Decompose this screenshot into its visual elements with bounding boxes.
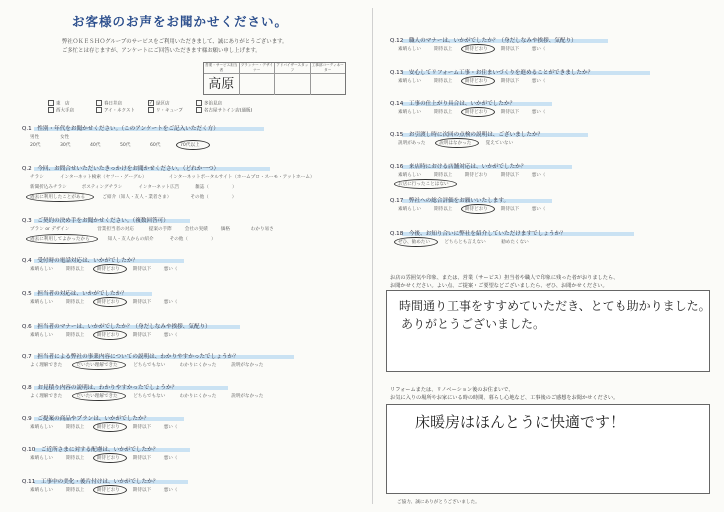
staff-header-coordinator: 工事部コーディネーター [311, 63, 344, 72]
answer-option[interactable]: 悪い（ [163, 488, 178, 493]
answer-option[interactable]: 60代 [150, 143, 161, 148]
staff-header-sales: 営業・サービス担当者 [204, 63, 240, 73]
answer-option[interactable]: 素晴らしい [30, 488, 53, 493]
answer-option[interactable]: よく理解できた [30, 363, 63, 368]
question-text: Q.16 来店時における店舗対応は、いかがでしたか？ [390, 164, 527, 170]
answer-option[interactable]: 30代 [60, 143, 71, 148]
answer-option[interactable]: 悪い（ [531, 207, 546, 212]
office-check-8[interactable]: 名古屋サトイン店(通販) [196, 107, 252, 114]
answer-option[interactable]: 素晴らしい [30, 456, 53, 461]
comment1-label-1: お店の雰囲気や印象、または、営業（サービス）担当者や職人で印象に残った者がおりましたら、 [390, 275, 619, 281]
staff-header-planner: プランナー・デザイナー [240, 63, 276, 73]
answer-option[interactable]: ポスティングチラシ [81, 185, 123, 190]
question-text: Q.6 担当者のマナーは、いかがでしたか？（身だしなみや挨拶、気配り） [22, 324, 211, 330]
answer-option[interactable]: どちらとも言えない [444, 240, 486, 245]
comment2-box[interactable] [386, 404, 710, 494]
hand-drawn-circle [93, 422, 127, 432]
answer-option[interactable]: 素晴らしい [398, 110, 421, 115]
hand-drawn-circle [26, 192, 94, 202]
answer-option[interactable]: 期待どおり [96, 456, 120, 461]
staff-header-advisor: アドバイザースタッフ [275, 63, 311, 73]
hand-drawn-circle [72, 391, 125, 401]
question-text: Q.18 今後、お知り合いに弊社を紹介していただけますでしょうか？ [390, 231, 566, 237]
answer-option[interactable]: 期待以上 [434, 207, 453, 212]
answer-option[interactable]: ぜひ、勧めたい [398, 240, 430, 245]
answer-option[interactable]: 期待以上 [66, 300, 85, 305]
answer-option[interactable]: 説明がなかった [231, 394, 264, 399]
answer-option[interactable]: 期待以下 [500, 173, 520, 178]
answer-option[interactable]: 悪い（ [163, 267, 178, 272]
answer-option[interactable]: 期待以上 [66, 456, 85, 461]
answer-option[interactable]: 期待以下 [132, 267, 152, 272]
question-text: Q.17 弊社への総合評価をお願いいたします。 [390, 198, 510, 204]
question-text: Q.3 ご契約の決め手をお聞かせください。（複数回答可） [22, 218, 169, 224]
office-check-3[interactable]: 春日井店 [96, 100, 122, 107]
answer-option[interactable]: 覚えていない [485, 141, 514, 146]
answer-option[interactable]: 悪い（ [163, 300, 178, 305]
answer-option[interactable]: 期待以上 [434, 79, 453, 84]
answer-option[interactable]: 説明があった [398, 141, 426, 146]
question-text: Q.10 ご近所さまに対する配慮は、いかがでしたか？ [22, 447, 159, 453]
comment1-hand-2: ありがとうございました。 [401, 317, 546, 331]
answer-option[interactable]: その他（ ） [169, 237, 216, 242]
hand-drawn-circle [435, 138, 479, 148]
hand-drawn-circle [394, 179, 457, 189]
answer-option[interactable]: インターネット広告 [138, 185, 180, 190]
hand-drawn-circle [93, 297, 127, 307]
answer-option[interactable]: ご紹介（知人・友人・業者さま） [102, 195, 172, 200]
answer-option[interactable]: 期待どおり [464, 110, 488, 115]
answer-option[interactable]: 雑誌（ ） [195, 185, 237, 190]
comment2-label-1: リフォームまたは、リノベーション後のお住まいで、 [390, 387, 514, 393]
answer-option[interactable]: わかりにくかった [179, 394, 217, 399]
question-text: Q.8 お見積り内容の説明は、わかりやすかったでしょうか？ [22, 385, 178, 391]
answer-option[interactable]: 女性 [60, 135, 70, 140]
answer-option[interactable]: どちらでもない [133, 363, 166, 368]
answer-option[interactable]: 期待以上 [66, 267, 85, 272]
hand-drawn-circle [461, 44, 495, 54]
answer-option[interactable]: 悪い（ [531, 79, 546, 84]
question-text: Q.9 ご提案の商品やプランは、いかがでしたか？ [22, 416, 150, 422]
question-text: Q.5 担当者の対応は、いかがでしたか？ [22, 291, 127, 297]
answer-option[interactable]: 素晴らしい [398, 173, 421, 178]
answer-option[interactable]: 期待以下 [132, 488, 152, 493]
intro-line-2: ご多忙とは存じますが、アンケートにご回答いただきます様お願い申し上げます。 [62, 48, 261, 54]
answer-option[interactable]: 期待以上 [66, 333, 85, 338]
hand-drawn-circle [72, 360, 125, 370]
answer-option[interactable]: 期待以下 [132, 300, 152, 305]
hand-drawn-circle [93, 330, 127, 340]
answer-option[interactable]: 期待どおり [464, 207, 488, 212]
question-text: Q.4 受付時の電話対応は、いかがでしたか？ [22, 258, 139, 264]
comment1-hand-1: 時間通り工事をすすめていただき、とても助かりました。 [399, 299, 711, 313]
comment2-label-2: お気に入りの場所やお家にいる時の時間、暮らし心地など、工事後のご感想をお聞かせください。 [390, 395, 619, 401]
staff-table [203, 62, 346, 95]
answer-option[interactable]: 期待以下 [500, 47, 520, 52]
question-text: Q.7 担当者による弊社の事業内容についての説明は、わかりやすかったでしょうか？ [22, 354, 239, 360]
page-title: お客様のお声をお聞かせください。 [72, 14, 289, 29]
answer-option[interactable]: 期待以上 [434, 110, 453, 115]
answer-option[interactable]: わかり易さ [250, 227, 274, 232]
answer-option[interactable]: 素晴らしい [398, 207, 421, 212]
answer-option[interactable]: 素晴らしい [30, 300, 53, 305]
answer-option[interactable]: 悪い（ [531, 173, 546, 178]
answer-option[interactable]: 過去に利用してよかったから [30, 237, 90, 242]
staff-handwritten-name: 高原 [204, 74, 240, 95]
answer-option[interactable]: 期待以下 [500, 207, 520, 212]
hand-drawn-circle [461, 107, 495, 117]
hand-drawn-circle [26, 234, 98, 244]
answer-option[interactable]: 新聞折込みチラシ [30, 185, 67, 190]
question-text: Q.2 今回、お問合せいただいたきっかけをお聞かせください。（どれか一つ） [22, 166, 220, 172]
answer-option[interactable]: 提案の手際 [148, 227, 172, 232]
answer-option[interactable]: 期待どおり [96, 300, 120, 305]
answer-option[interactable]: 営業担当者の対応 [97, 227, 134, 232]
answer-option[interactable]: チラシ [30, 175, 44, 180]
hand-drawn-circle [394, 237, 438, 247]
answer-option[interactable]: よく理解できた [30, 394, 63, 399]
answer-option[interactable]: 知人・友人からの紹介 [107, 237, 154, 242]
answer-option[interactable]: 期待以下 [132, 333, 152, 338]
answer-option[interactable]: 価格 [220, 227, 230, 232]
answer-option[interactable]: 期待どおり [96, 425, 120, 430]
answer-option[interactable]: 50代 [120, 143, 131, 148]
comment1-label-2: お聞かせください。よい点、ご提案・ご要望などございましたら、ぜひ、お聞かせください。 [390, 283, 608, 289]
answer-option[interactable]: 期待どおり [464, 173, 488, 178]
answer-option[interactable]: お店に行ったことはない [398, 182, 449, 187]
answer-option[interactable]: 過去に利用したことがある [30, 195, 86, 200]
answer-option[interactable]: どちらでもない [133, 394, 166, 399]
answer-option[interactable]: 素晴らしい [30, 333, 53, 338]
answer-option[interactable]: 男性 [30, 135, 40, 140]
hand-drawn-circle [461, 204, 495, 214]
footer-thanks: ご協力、誠にありがとうございました。 [397, 500, 480, 505]
question-text: Q.11 工事中の美化・後片付けは、いかがでしたか？ [22, 479, 159, 485]
answer-option[interactable]: だいたい理解できた [76, 394, 118, 399]
office-check-6[interactable]: リ・キューブ [148, 107, 183, 114]
answer-option[interactable]: 期待以下 [500, 110, 520, 115]
question-text: Q.12 職人のマナーは、いかがでしたか？（身だしなみや挨拶、気配り） [390, 38, 577, 44]
answer-option[interactable]: 期待どおり [96, 267, 120, 272]
office-check-5[interactable]: ✓ 緑区店 [149, 101, 170, 107]
answer-option[interactable]: 説明がなかった [231, 363, 264, 368]
answer-option[interactable]: 悪い（ [163, 425, 178, 430]
answer-option[interactable]: 期待どおり [96, 488, 120, 493]
answer-option[interactable]: 素晴らしい [30, 425, 53, 430]
answer-option[interactable]: インターネットポータルサイト（ホームプロ・スーモ・アットホーム） [168, 175, 315, 180]
answer-option[interactable]: 期待以上 [434, 173, 453, 178]
answer-option[interactable]: 素晴らしい [398, 79, 421, 84]
answer-option[interactable]: 期待以上 [434, 47, 453, 52]
answer-option[interactable]: 期待以下 [132, 425, 152, 430]
answer-option[interactable]: 悪い（ [531, 47, 546, 52]
answer-option[interactable]: だいたい理解できた [76, 363, 118, 368]
question-text: Q.14 工事の仕上がり具合は、いかがでしたか？ [390, 101, 516, 107]
answer-option[interactable]: 期待どおり [464, 79, 488, 84]
answer-option[interactable]: 悪い（ [531, 110, 546, 115]
staff-cell-empty-1 [240, 74, 276, 95]
office-check-2[interactable]: 西大手店 [48, 107, 74, 114]
comment1-box[interactable] [386, 290, 710, 372]
office-check-4[interactable]: アイ・ネクスト [96, 107, 135, 114]
answer-option[interactable]: わかりにくかった [179, 363, 217, 368]
question-text: Q.13 安心してリフォーム工事・お住まいづくりを進めることができましたか？ [390, 70, 594, 76]
answer-option[interactable]: プラン or デザイン [30, 227, 70, 232]
answer-option[interactable]: 期待以上 [66, 488, 85, 493]
answer-option[interactable]: 素晴らしい [30, 267, 53, 272]
answer-option[interactable]: 悪い（ [163, 333, 178, 338]
answer-option[interactable]: 期待以上 [66, 425, 85, 430]
office-check-7[interactable]: 多治見店 [196, 100, 222, 107]
answer-option[interactable]: 説明はなかった [439, 141, 472, 146]
answer-option[interactable]: 素晴らしい [398, 47, 421, 52]
answer-option[interactable]: インターネット検索（ヤフー・グーグル） [60, 175, 147, 180]
hand-drawn-circle [93, 453, 127, 463]
hand-drawn-circle [461, 76, 495, 86]
answer-option[interactable]: 悪い（ [163, 456, 178, 461]
hand-drawn-circle [93, 264, 127, 274]
question-text: Q.15 お引渡し時に次回の点検の説明は、ございましたか？ [390, 132, 544, 138]
answer-option[interactable]: 勧めたくない [501, 240, 529, 245]
staff-cell-empty-2 [275, 74, 311, 95]
answer-option[interactable]: その他（ ） [190, 195, 237, 200]
answer-option[interactable]: 期待以下 [500, 79, 520, 84]
answer-option[interactable]: 会社の実績 [184, 227, 208, 232]
hand-drawn-circle [93, 485, 127, 495]
question-text: Q.1 性別・年代をお聞かせください。（このアンケートをご記入いただく方） [22, 126, 219, 132]
hand-drawn-circle [176, 140, 210, 150]
comment2-hand-1: 床暖房はほんとうに快適です！ [415, 413, 626, 431]
staff-cell-empty-3 [311, 74, 346, 95]
intro-line-1: 弊社ＯＫＥＳＨＯグループのサービスをご利用いただきまして、誠にありがとうございます。 [62, 39, 288, 45]
answer-option[interactable]: 70代以上 [180, 143, 200, 148]
column-divider [372, 8, 373, 504]
answer-option[interactable]: 40代 [90, 143, 101, 148]
answer-option[interactable]: 期待どおり [96, 333, 120, 338]
answer-option[interactable]: 期待以下 [132, 456, 152, 461]
answer-option[interactable]: 期待どおり [464, 47, 488, 52]
answer-option[interactable]: 20代 [30, 143, 41, 148]
office-check-1[interactable]: 東 店 [48, 100, 70, 107]
